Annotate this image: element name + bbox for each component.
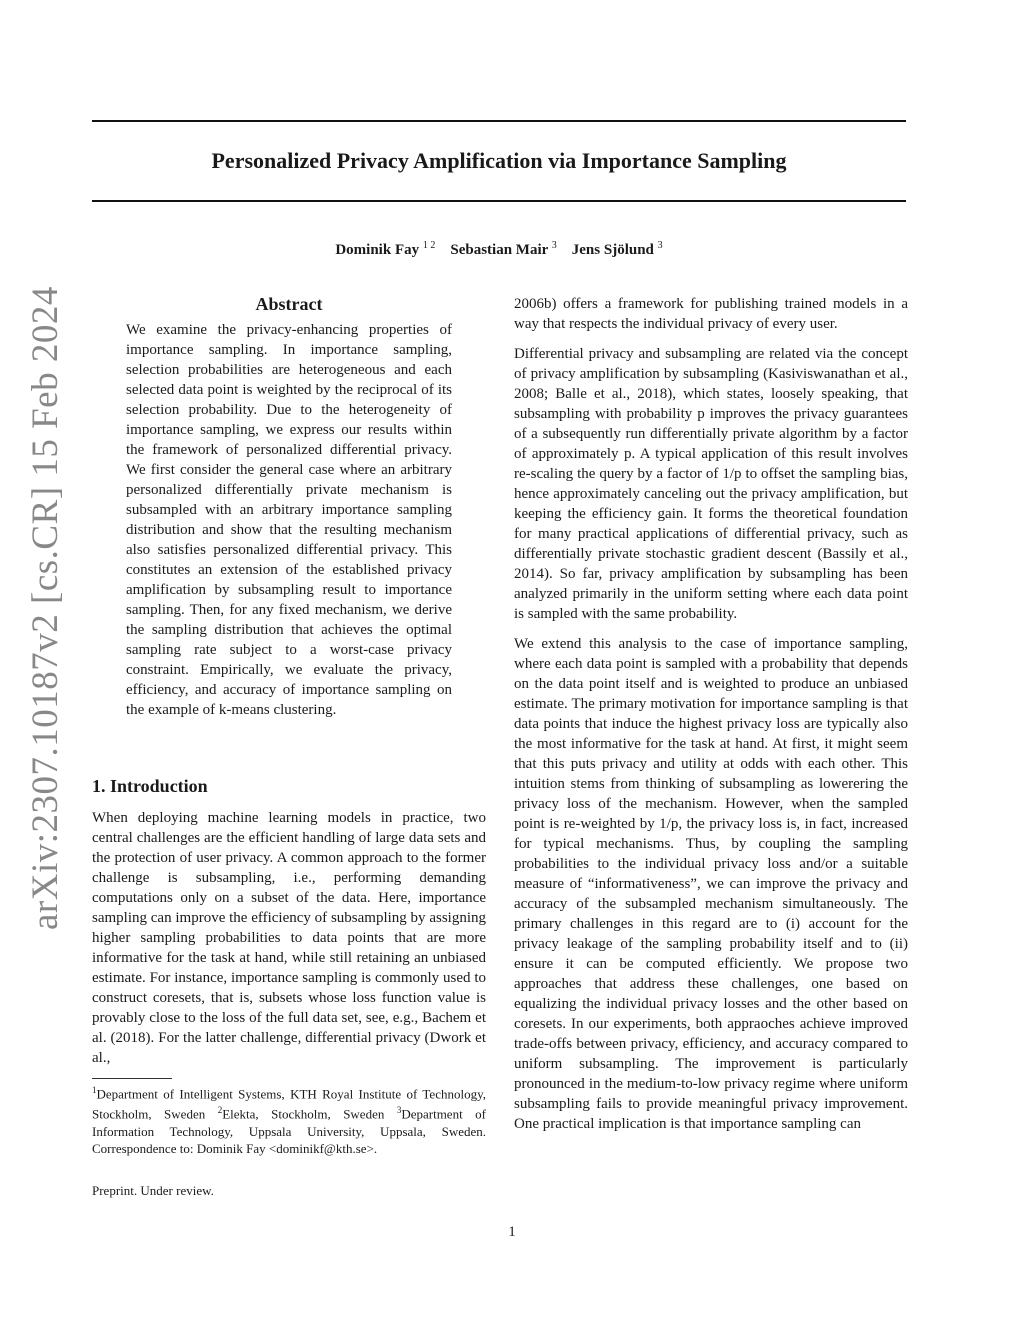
footnote-text: Elekta, Stockholm, Sweden <box>222 1106 397 1122</box>
footnote-text: Department of Information Technology, Uppsala University, Uppsala, Sweden. Correspondence to: Dominik Fay <dominikf@kth.se>. <box>92 1106 486 1156</box>
page-number: 1 <box>508 1224 516 1240</box>
author-name: Jens Sjölund <box>571 242 654 258</box>
title-bottom-rule <box>92 200 906 202</box>
footnote-mark: 1 <box>92 1085 97 1095</box>
author-name: Dominik Fay <box>335 242 420 258</box>
introduction-text: When deploying machine learning models in practice, two central challenges are the efficient handling of large data sets and the protection of user privacy. A common approach to the former challenge is subsampling, i.e., performing demanding computations only on a subset of the data. Here, importance sampling can improve the efficiency of subsampling by assigning higher sampling probabilities to data points that are more informative for the task at hand, while still retaining an unbiased estimate. For instance, importance sampling is commonly used to construct coresets, that is, subsets whose loss function value is provably close to the loss of the full data set, see, e.g., Bachem et al. (2018). For the latter challenge, differential privacy (Dwork et al., <box>92 810 486 1066</box>
footnote-mark: 3 <box>396 1105 402 1116</box>
author-name: Sebastian Mair <box>450 242 549 258</box>
preprint-note: Preprint. Under review. <box>92 1183 214 1198</box>
paragraph: 2006b) offers a framework for publishing trained models in a way that respects the individual privacy of every user. <box>514 296 908 332</box>
footnote-mark: 2 <box>217 1105 223 1116</box>
arxiv-identifier: arXiv:2307.10187v2 [cs.CR] 15 Feb 2024 <box>25 286 66 930</box>
paragraph: We extend this analysis to the case of importance sampling, where each data point is sampled with a probability that depends on the data point itself and is weighted to produce an unbiased estimate. The primary motivation for importance sampling is that data points that induce the highest privacy loss are typically also the most informative for the task at hand. At first, it might seem that this puts privacy and utility at odds with each other. This intuition stems from thinking of subsampling as lowerering the privacy loss of the mechanism. However, when the sampled point is re-weighted by 1/p, the privacy loss is, in fact, increased for typical mechanisms. Thus, by coupling the sampling probabilities to the individual privacy loss and/or a suitable measure of “informativeness”, we can improve the privacy and accuracy of the subsampled mechanism simultaneously. The primary challenges in this regard are to (i) account for the privacy leakage of the sampling probability itself and to (ii) ensure it can be computed efficiently. We propose two approaches that address these challenges, one based on equalizing the individual privacy losses and the other based on coresets. In our experiments, both appraoches achieve improved trade-offs between privacy, efficiency, and accuracy compared to uniform subsampling. The improvement is particularly pronounced in the medium-to-low privacy regime where uniform subsampling fails to provide meaningful privacy improvement. One practical implication is that importance sampling can <box>514 636 908 1132</box>
abstract-text: We examine the privacy-enhancing properties of importance sampling. In importance sampling, selection probabilities are heterogeneous and each selected data point is weighted by the reciprocal of its selection probability. Due to the heterogeneity of importance sampling, we express our results within the framework of personalized differential privacy. We first consider the general case where an arbitrary personalized differentially private mechanism is subsampled with an arbitrary importance sampling distribution and show that the resulting mechanism also satisfies personalized differential privacy. This constitutes an extension of the established privacy amplification by subsampling result to importance sampling. Then, for any fixed mechanism, we derive the sampling distribution that achieves the optimal sampling rate subject to a worst-case privacy constraint. Empirically, we evaluate the privacy, efficiency, and accuracy of importance sampling on the example of k-means clustering. <box>126 322 452 718</box>
abstract-heading: Abstract <box>255 294 323 314</box>
title-top-rule <box>92 120 906 122</box>
affiliations-footnote <box>92 1082 486 1157</box>
footnote-text: Department of Intelligent Systems, KTH Royal Institute of Technology, Stockholm, Sweden <box>92 1086 486 1122</box>
right-column <box>514 294 908 1144</box>
author-affiliation: 1 2 <box>422 240 436 251</box>
author-list <box>92 235 906 261</box>
paragraph: Differential privacy and subsampling are related via the concept of privacy amplification by subsampling (Kasiviswanathan et al., 2008; Balle et al., 2018), which states, loosely speaking, that subsampling with probability p improves the privacy guarantees of a subsequently run differentially private algorithm by a factor of approximately p. A typical application of this result involves re-scaling the query by a factor of 1/p to offset the sampling bias, hence approximately canceling out the privacy amplification, but keeping the efficiency gain. It forms the theoretical foundation for many practical applications of differential privacy, such as differentially private stochastic gradient descent (Bassily et al., 2014). So far, privacy amplification by subsampling has been analyzed primarily in the uniform setting where each data point is sampled with the same probability. <box>514 346 908 622</box>
paper-title: Personalized Privacy Amplification via Importance Sampling <box>211 148 787 173</box>
introduction-heading: 1. Introduction <box>92 776 208 796</box>
author-affiliation: 3 <box>551 240 557 251</box>
footnote-divider <box>92 1078 172 1079</box>
author-affiliation: 3 <box>657 240 663 251</box>
